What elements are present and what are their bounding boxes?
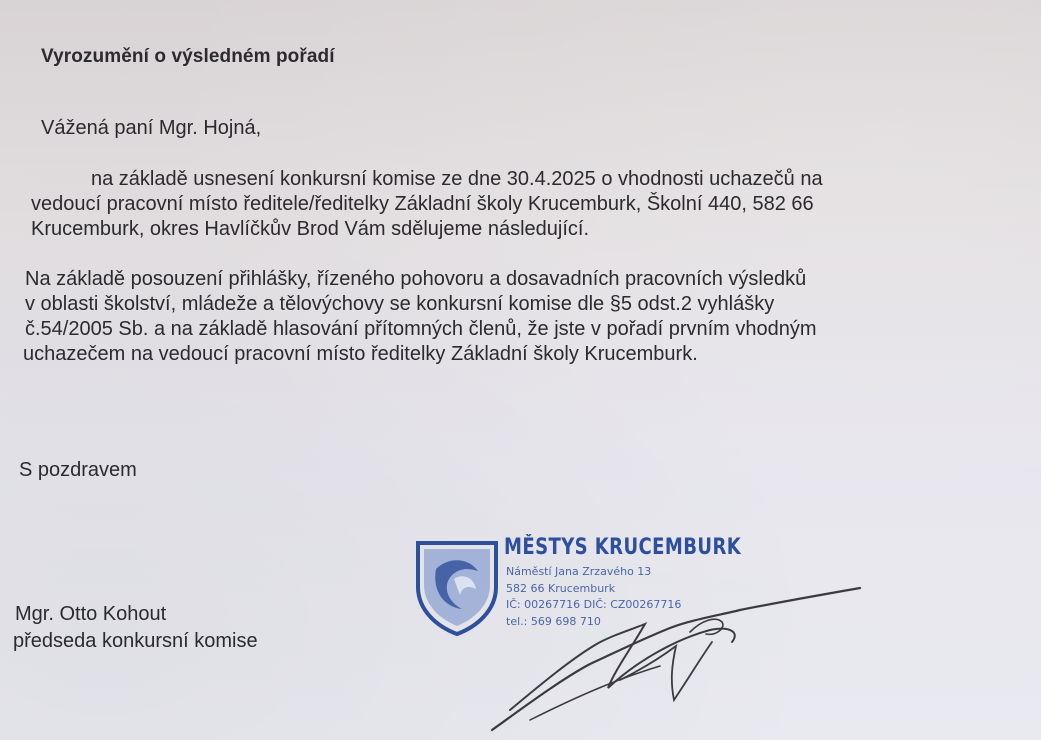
letter-title: Vyrozumění o výsledném pořadí [41,46,335,67]
paragraph1-line3: Krucemburk, okres Havlíčkův Brod Vám sdělujeme následující. [31,218,590,240]
paragraph2-line3: č.54/2005 Sb. a na základě hlasování přítomných členů, že jste v pořadí prvním vhodným [25,318,817,340]
signer-role: předseda konkursní komise [13,630,258,652]
paragraph2-line4: uchazečem na vedoucí pracovní místo ředitelky Základní školy Krucemburk. [23,343,698,365]
paragraph1-line2: vedoucí pracovní místo ředitele/ředitelky Základní školy Krucemburk, Školní 440, 582 66 [31,193,814,215]
stamp-name: MĚSTYS KRUCEMBURK [504,535,742,560]
paragraph2-line1: Na základě posouzení přihlášky, řízeného pohovoru a dosavadních pracovních výsledků [25,268,807,290]
stamp-address-line2: 582 66 Krucemburk [506,582,616,595]
paragraph1-line1: na základě usnesení konkursní komise ze dne 30.4.2025 o vhodnosti uchazečů na [91,168,823,190]
salutation: Vážená paní Mgr. Hojná, [41,117,262,139]
stamp-address-line1: Náměstí Jana Zrzavého 13 [506,565,652,578]
handwritten-signature [440,560,940,740]
closing-greeting: S pozdravem [19,459,137,481]
stamp-phone: tel.: 569 698 710 [506,615,601,628]
stamp-ids: IČ: 00267716 DIČ: CZ00267716 [506,598,682,611]
signer-name: Mgr. Otto Kohout [15,603,167,625]
paragraph2-line2: v oblasti školství, mládeže a tělovýchovy se konkursní komise dle §5 odst.2 vyhlášky [25,293,775,315]
